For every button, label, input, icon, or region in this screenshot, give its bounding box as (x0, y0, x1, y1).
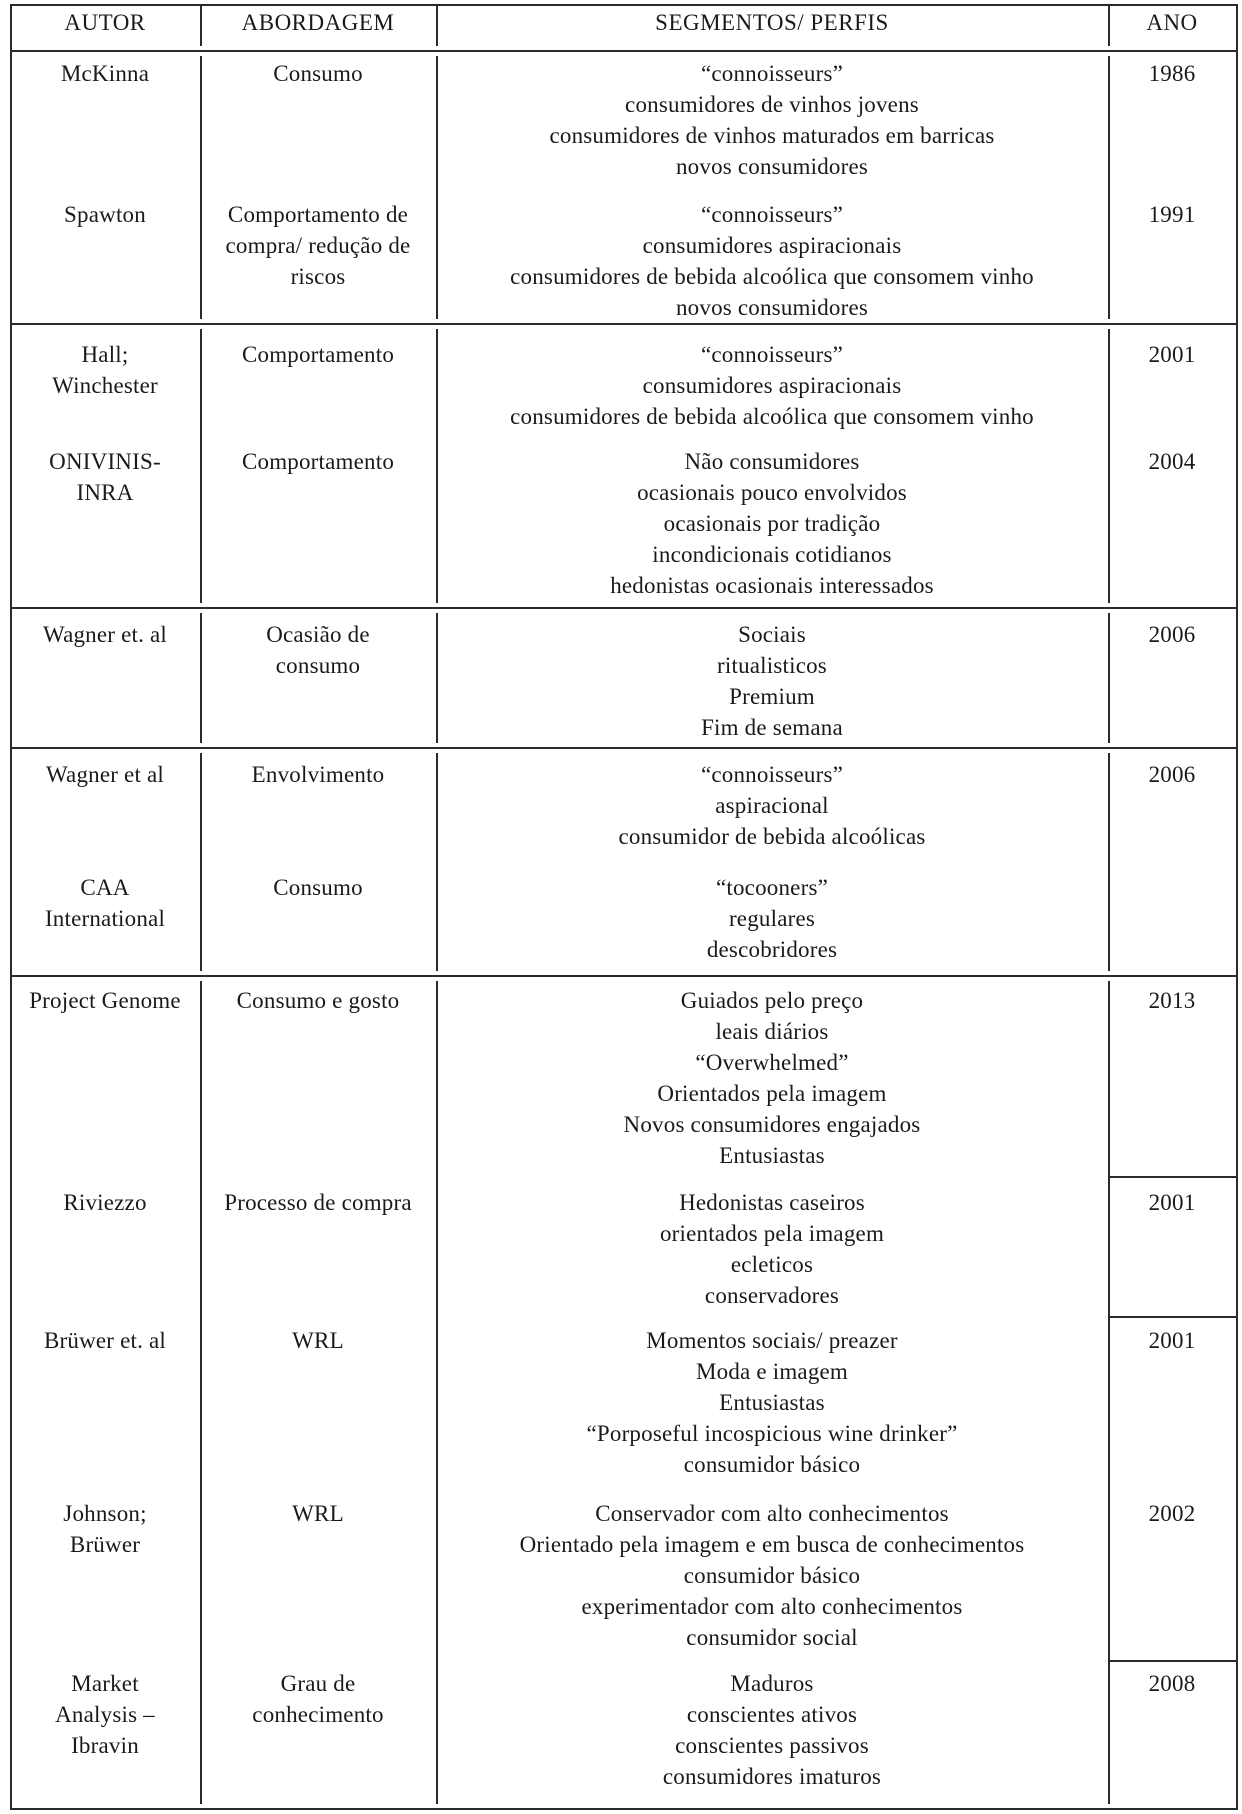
cell-segmentos (438, 872, 1106, 965)
cell-abordagem (202, 872, 434, 903)
cell-abordagem (202, 1498, 434, 1529)
segmentos-line: ecleticos (730, 1252, 814, 1277)
abordagem-line: WRL (292, 1501, 344, 1526)
header-segmentos: SEGMENTOS/ PERFIS (655, 10, 889, 35)
segmentos-line: consumidor social (686, 1625, 858, 1650)
cell-autor (12, 1187, 198, 1218)
ano-divider (1108, 1316, 1238, 1318)
segmentos-line: ocasionais por tradição (663, 511, 881, 536)
autor-line: Brüwer et. al (43, 1328, 167, 1353)
segmentos-line: consumidores de vinhos maturados em barricas (549, 123, 995, 148)
segmentos-line: hedonistas ocasionais interessados (610, 573, 934, 598)
segmentos-line: Novos consumidores engajados (623, 1112, 921, 1137)
abordagem-line: WRL (292, 1328, 344, 1353)
segmentos-line: “Overwhelmed” (695, 1050, 849, 1075)
segmentos-line: leais diários (715, 1019, 829, 1044)
segmentos-line: Orientado pela imagem e em busca de conhecimentos (519, 1532, 1025, 1557)
segmentos-line: conscientes ativos (686, 1702, 858, 1727)
table-top-border (10, 4, 1238, 6)
autor-line: Project Genome (29, 988, 181, 1013)
abordagem-line: Grau de (280, 1671, 356, 1696)
cell-segmentos (438, 619, 1106, 743)
segmentos-line: consumidor de bebida alcoólicas (618, 824, 926, 849)
segmentos-line: Entusiastas (719, 1143, 825, 1168)
autor-line: Riviezzo (63, 1190, 147, 1215)
autor-line: Wagner et al (45, 762, 165, 787)
cell-ano (1110, 1498, 1234, 1529)
abordagem-line: riscos (290, 264, 346, 289)
ano-line: 2001 (1148, 1328, 1196, 1353)
segmentos-line: consumidores de bebida alcoólica que consomem vinho (510, 404, 1034, 429)
cell-autor (12, 619, 198, 650)
column-divider (436, 4, 438, 46)
ano-line: 2004 (1148, 449, 1196, 474)
segmentos-line: novos consumidores (675, 154, 869, 179)
autor-line: Ibravin (71, 1733, 139, 1758)
segmentos-line: orientados pela imagem (659, 1221, 885, 1246)
cell-abordagem (202, 619, 434, 681)
segmentos-line: ocasionais pouco envolvidos (637, 480, 907, 505)
segmentos-line: consumidor básico (683, 1452, 861, 1477)
autor-line: CAA (80, 875, 130, 900)
cell-ano (1110, 1325, 1234, 1356)
segmentos-line: “connoisseurs” (700, 202, 844, 227)
segmentos-line: Moda e imagem (695, 1359, 849, 1384)
abordagem-line: Envolvimento (251, 762, 385, 787)
cell-abordagem (202, 339, 434, 370)
segmentos-line: “Porposeful incospicious wine drinker” (586, 1421, 958, 1446)
abordagem-line: Consumo e gosto (236, 988, 400, 1013)
segmentos-line: descobridores (706, 937, 838, 962)
cell-ano (1110, 1668, 1234, 1699)
ano-line: 2006 (1148, 762, 1196, 787)
cell-autor (12, 58, 198, 89)
abordagem-line: Comportamento de (227, 202, 409, 227)
segmentos-line: experimentador com alto conhecimentos (581, 1594, 963, 1619)
ano-line: 2013 (1148, 988, 1196, 1013)
segmentos-line: Conservador com alto conhecimentos (595, 1501, 949, 1526)
ano-line: 1986 (1148, 61, 1196, 86)
cell-autor (12, 1325, 198, 1356)
cell-abordagem (202, 446, 434, 477)
segmentos-line: consumidores de vinhos jovens (625, 92, 919, 117)
abordagem-line: Ocasião de (266, 622, 370, 647)
abordagem-line: compra/ redução de (225, 233, 411, 258)
segmentos-line: incondicionais cotidianos (652, 542, 892, 567)
segmentos-line: consumidores imaturos (662, 1764, 882, 1789)
cell-segmentos (438, 339, 1106, 432)
autor-line: Brüwer (69, 1532, 141, 1557)
header-separator (10, 50, 1238, 52)
ano-line: 2001 (1148, 342, 1196, 367)
cell-segmentos (438, 446, 1106, 601)
cell-autor (12, 446, 198, 508)
ano-line: 2006 (1148, 622, 1196, 647)
cell-segmentos (438, 1325, 1106, 1480)
ano-line: 1991 (1148, 202, 1196, 227)
group-divider (10, 607, 1238, 609)
cell-segmentos (438, 199, 1106, 323)
cell-abordagem (202, 58, 434, 89)
segmentos-line: Guiados pelo preço (680, 988, 864, 1013)
cell-ano (1110, 985, 1234, 1016)
cell-ano (1110, 759, 1234, 790)
segmentos-line: “connoisseurs” (700, 61, 844, 86)
cell-segmentos (438, 1668, 1106, 1792)
cell-segmentos (438, 759, 1106, 852)
cell-abordagem (202, 759, 434, 790)
segmentos-line: Não consumidores (684, 449, 860, 474)
column-divider (1108, 4, 1110, 46)
autor-line: Johnson; (63, 1501, 147, 1526)
autor-line: Wagner et. al (43, 622, 167, 647)
autor-line: Winchester (52, 373, 158, 398)
header-ano: ANO (1146, 10, 1198, 35)
segmentos-line: consumidor básico (683, 1563, 861, 1588)
segmentos-line: Momentos sociais/ preazer (646, 1328, 898, 1353)
segmentos-line: novos consumidores (675, 295, 869, 320)
cell-autor (12, 759, 198, 790)
autor-line: INRA (76, 480, 134, 505)
autor-line: Hall; (81, 342, 129, 367)
column-divider (1108, 56, 1110, 319)
cell-segmentos (438, 58, 1106, 182)
segmentos-line: conservadores (704, 1283, 840, 1308)
ano-line: 2002 (1148, 1501, 1196, 1526)
cell-autor (12, 199, 198, 230)
cell-abordagem (202, 1325, 434, 1356)
segmentos-line: consumidores de bebida alcoólica que consomem vinho (510, 264, 1034, 289)
cell-ano (1110, 446, 1234, 477)
cell-ano (1110, 58, 1234, 89)
ano-line: 2008 (1148, 1671, 1196, 1696)
autor-line: Market (71, 1671, 139, 1696)
group-divider (10, 747, 1238, 749)
cell-segmentos (438, 985, 1106, 1171)
cell-ano (1110, 619, 1234, 650)
segmentos-line: consumidores aspiracionais (642, 373, 902, 398)
abordagem-line: Consumo (273, 875, 363, 900)
autor-line: McKinna (60, 61, 150, 86)
segmentos-line: Entusiastas (719, 1390, 825, 1415)
abordagem-line: conhecimento (252, 1702, 384, 1727)
segmentos-line: Fim de semana (701, 715, 843, 740)
table-right-border (1236, 4, 1238, 1810)
cell-abordagem (202, 1668, 434, 1730)
cell-abordagem (202, 199, 434, 292)
cell-segmentos (438, 1498, 1106, 1653)
ano-divider (1108, 1660, 1238, 1662)
group-divider (10, 975, 1238, 977)
group-divider (10, 323, 1238, 325)
abordagem-line: Consumo (273, 61, 363, 86)
cell-segmentos (438, 1187, 1106, 1311)
ano-divider (1108, 1176, 1238, 1178)
segmentos-line: conscientes passivos (675, 1733, 869, 1758)
abordagem-line: consumo (275, 653, 361, 678)
autor-line: International (44, 906, 166, 931)
column-divider (200, 4, 202, 46)
segmentos-line: Maduros (730, 1671, 814, 1696)
segmentos-line: Sociais (738, 622, 806, 647)
autor-line: Analysis – (55, 1702, 155, 1727)
segmentos-line: Orientados pela imagem (657, 1081, 887, 1106)
cell-abordagem (202, 1187, 434, 1218)
segmentos-line: ritualisticos (717, 653, 827, 678)
cell-autor (12, 1498, 198, 1560)
cell-ano (1110, 199, 1234, 230)
abordagem-line: Comportamento (241, 449, 395, 474)
cell-ano (1110, 1187, 1234, 1218)
table-bottom-border (10, 1808, 1238, 1810)
cell-autor (12, 339, 198, 401)
cell-abordagem (202, 985, 434, 1016)
segmentos-line: “connoisseurs” (700, 342, 844, 367)
segmentos-line: aspiracional (715, 793, 829, 818)
cell-ano (1110, 339, 1234, 370)
header-autor: AUTOR (64, 10, 146, 35)
header-abordagem: ABORDAGEM (241, 10, 395, 35)
autor-line: ONIVINIS- (49, 449, 161, 474)
cell-autor (12, 1668, 198, 1761)
segmentos-line: “tocooners” (715, 875, 829, 900)
segmentos-line: “connoisseurs” (700, 762, 844, 787)
ano-line: 2001 (1148, 1190, 1196, 1215)
segmentos-line: regulares (728, 906, 816, 931)
autor-line: Spawton (64, 202, 146, 227)
abordagem-line: Comportamento (241, 342, 395, 367)
segmentos-line: consumidores aspiracionais (642, 233, 902, 258)
segmentos-line: Premium (729, 684, 815, 709)
segmentos-line: Hedonistas caseiros (679, 1190, 865, 1215)
abordagem-line: Processo de compra (224, 1190, 412, 1215)
cell-autor (12, 872, 198, 934)
cell-autor (12, 985, 198, 1016)
